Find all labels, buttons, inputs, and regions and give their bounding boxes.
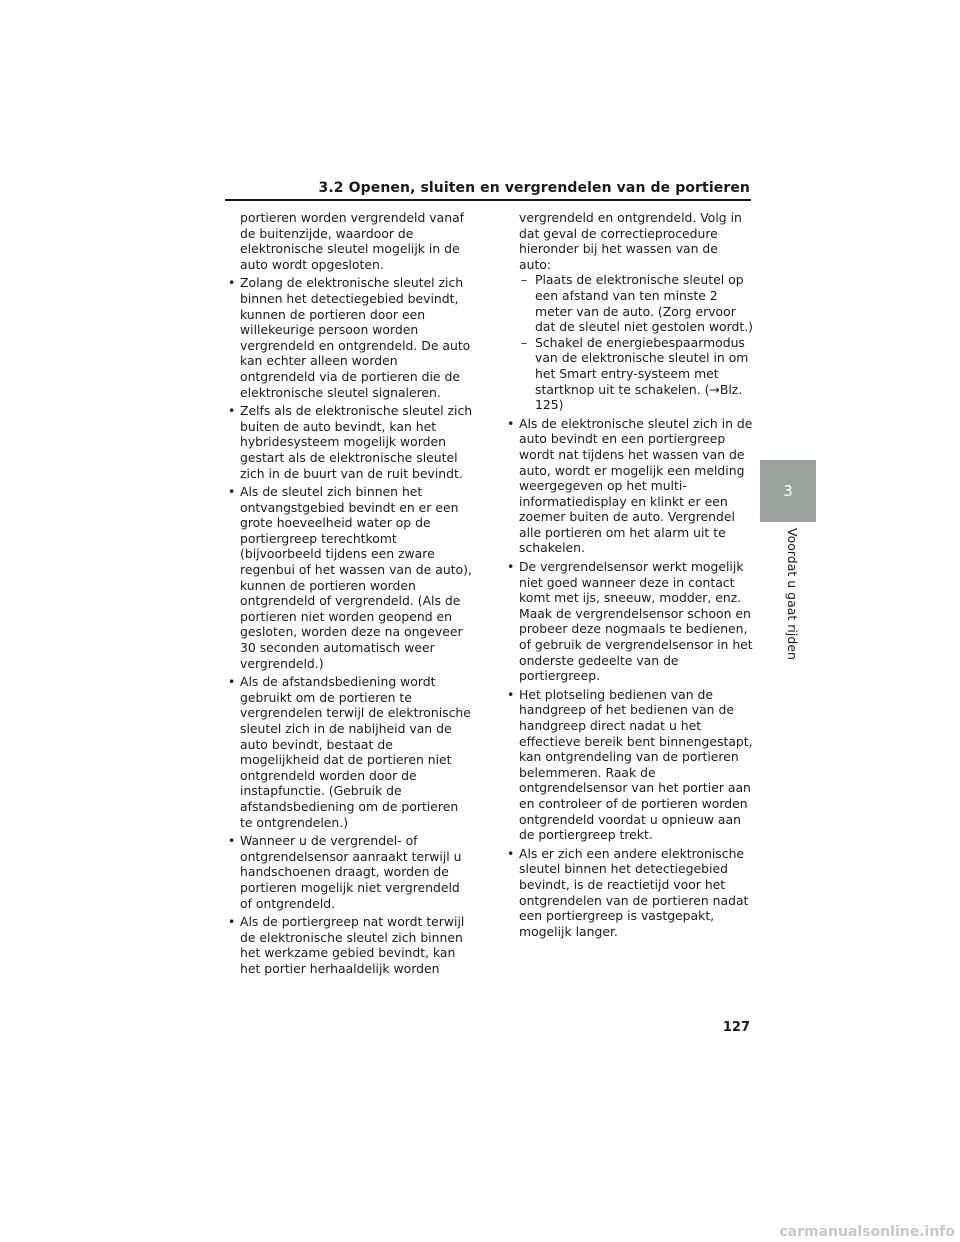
dash-item-text: Plaats de elektronische sleutel op een afstand van ten minste 2 meter van de auto. (Zorg ervoor dat de sleutel niet gestolen wordt.)	[535, 272, 753, 335]
list-item	[228, 833, 474, 911]
bullet-mark: •	[228, 674, 236, 690]
right-column	[507, 210, 753, 939]
dash-item	[507, 335, 753, 413]
list-item-text: De vergrendelsensor werkt mogelijk niet goed wanneer deze in contact komt met ijs, sneeuw, modder, enz. Maak de vergrendelsensor schoon en probeer deze nogmaals te bedienen, of gebruik de vergrendelsensor in het onderste gedeelte van de portiergreep.	[519, 559, 753, 684]
bullet-mark: •	[228, 484, 236, 500]
bullet-mark: •	[507, 845, 515, 861]
bullet-mark: •	[507, 415, 515, 431]
chapter-label: Voordat u gaat rijden	[785, 528, 800, 660]
list-item	[507, 416, 753, 556]
list-item-text: Als de portiergreep nat wordt terwijl de elektronische sleutel zich binnen het werkzame gebied bevindt, kan het portier herhaaldelijk worden	[240, 914, 465, 976]
chapter-tab	[760, 460, 816, 522]
right-intro-paragraph: vergrendeld en ontgrendeld. Volg in dat geval de correctieprocedure hieronder bij het wassen van de auto:	[519, 210, 742, 272]
list-item-text: Het plotseling bedienen van de handgreep of het bedienen van de handgreep direct nadat u het effectieve bereik bent binnengestapt, kan ontgrendeling van de portieren belemmeren. Raak de ontgrendelsensor van het portier aan en controleer of de portieren worden ontgrendeld voordat u opnieuw aan de portiergreep trekt.	[519, 686, 753, 843]
list-item	[228, 484, 474, 671]
list-item	[228, 674, 474, 830]
list-item-text: Zolang de elektronische sleutel zich binnen het detectiegebied bevindt, kunnen de portieren door een willekeurige persoon worden vergrendeld en ontgrendeld. De auto kan echter alleen worden ontgrendeld via de portieren die de elektronische sleutel signaleren.	[240, 275, 471, 400]
left-intro-paragraph: portieren worden vergrendeld vanaf de buitenzijde, waardoor de elektronische sleutel mogelijk in de auto wordt opgesloten.	[240, 210, 465, 272]
page-number: 127	[722, 1020, 750, 1035]
header-divider	[225, 199, 751, 201]
list-item	[228, 275, 474, 400]
list-item-text: Als de elektronische sleutel zich in de auto bevindt en een portiergreep wordt nat tijdens het wassen van de auto, wordt er mogelijk een melding weergegeven op het multi-informatiedisplay en klinkt er een zoemer buiten de auto. Vergrendel alle portieren om het alarm uit te schakelen.	[519, 415, 753, 556]
list-item-text: Wanneer u de vergrendel- of ontgrendelsensor aanraakt terwijl u handschoenen draagt, worden de portieren mogelijk niet vergrendeld of ontgrendeld.	[240, 833, 462, 911]
section-header: 3.2 Openen, sluiten en vergrendelen van de portieren	[318, 180, 750, 196]
list-item	[507, 559, 753, 684]
left-column	[228, 210, 474, 977]
list-item	[507, 687, 753, 843]
list-item-text: Als er zich een andere elektronische sleutel binnen het detectiegebied bevindt, is de reactietijd voor het ontgrendelen van de portieren nadat een portiergreep is vastgepakt, mogelijk langer.	[519, 845, 749, 939]
bullet-mark: •	[228, 914, 236, 930]
watermark: carmanualsonline.info	[779, 1224, 955, 1240]
dash-mark: –	[521, 334, 528, 350]
bullet-mark: •	[228, 275, 236, 291]
list-item-text: Zelfs als de elektronische sleutel zich buiten de auto bevindt, kan het hybridesysteem mogelijk worden gestart als de elektronische sleutel zich in de buurt van de ruit bevindt.	[240, 403, 473, 481]
dash-item-text: Schakel de energiebespaarmodus van de elektronische sleutel in om het Smart entry-systeem met startknop uit te schakelen. (→Blz. 125)	[535, 334, 749, 413]
list-item	[507, 846, 753, 940]
list-item	[228, 403, 474, 481]
dash-item	[507, 272, 753, 334]
list-item-text: Als de afstandsbediening wordt gebruikt om de portieren te vergrendelen terwijl de elektronische sleutel zich in de nabijheid van de auto bevindt, bestaat de mogelijkheid dat de portieren niet ontgrendeld worden door de instapfunctie. (Gebruik de afstandsbediening om de portieren te ontgrendelen.)	[240, 674, 471, 830]
list-item	[228, 914, 474, 976]
list-item-text: Als de sleutel zich binnen het ontvangstgebied bevindt en er een grote hoeveelheid water op de portiergreep terechtkomt (bijvoorbeeld tijdens een zware regenbui of het wassen van de auto), kunnen de portieren worden ontgrendeld of vergrendeld. (Als de portieren niet worden geopend en gesloten, worden deze na ongeveer 30 seconden automatisch weer vergrendeld.)	[240, 484, 472, 671]
bullet-mark: •	[228, 403, 236, 419]
bullet-mark: •	[507, 559, 515, 575]
chapter-number: 3	[783, 482, 793, 500]
dash-mark: –	[521, 272, 528, 288]
bullet-mark: •	[507, 686, 515, 702]
bullet-mark: •	[228, 833, 236, 849]
